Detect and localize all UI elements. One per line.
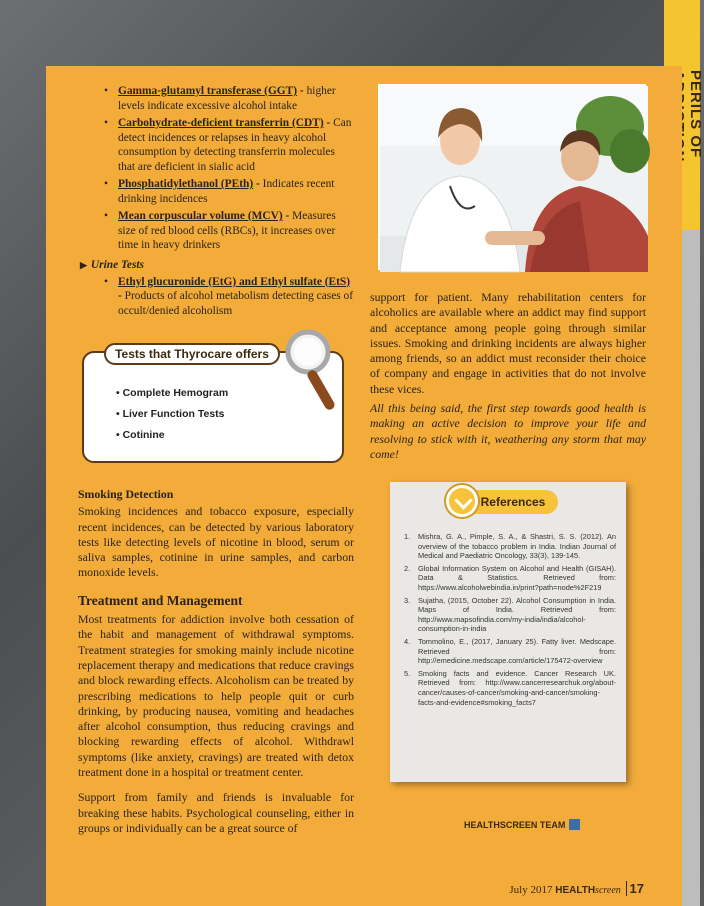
reference-item: Global Information System on Alcohol and Health (GISAH). Data & Statistics. Retrieved from: https://www.alcoholwebindia.in/print?path=node%2F219 bbox=[418, 563, 616, 592]
support-lead-paragraph: Support from family and friends is invaluable for breaking these habits. Psychological counseling, either in groups or individually can be a great source of bbox=[78, 790, 354, 835]
tests-list bbox=[116, 383, 228, 446]
arrow-down-icon bbox=[446, 485, 478, 517]
smoking-paragraph: Smoking incidences and tobacco exposure, especially recent incidences, can be detected by various laboratory tests like detecting levels of nicotine in blood, serum or saliva samples, cotinine in urine samples, and carbon monoxide levels. bbox=[78, 504, 354, 580]
urine-tests-heading: ▶ Urine Tests bbox=[80, 258, 144, 271]
references-title: References bbox=[454, 490, 558, 514]
references-box bbox=[390, 482, 626, 782]
team-logo-icon bbox=[569, 819, 580, 830]
list-item: • Carbohydrate-deficient transferrin (CDT) - Can detect incidences or relapses in heavy alcohol consumption by detecting transferrin molecules that are deficient in sialic acid bbox=[80, 116, 354, 174]
magnifier-icon bbox=[282, 328, 340, 416]
tests-box-title: Tests that Thyrocare offers bbox=[104, 343, 280, 365]
section-tab-label: PERILS OF bbox=[687, 70, 704, 159]
issue-date: July 2017 bbox=[509, 884, 553, 896]
reference-item: Tommolino, E., (2017, January 25). Fatty liver. Medscape. Retrieved from: http://emedicine.medscape.com/article/175472-overview bbox=[418, 636, 616, 666]
reference-item: Smoking facts and evidence. Cancer Research UK. Retrieved from: http://www.cancerresearchuk.org/about-cancer/causes-of-cancer/smoking-and-cancer/smoking-facts-and-evidence#smoking_facts7 bbox=[418, 668, 616, 707]
urine-tests-list bbox=[80, 275, 354, 319]
markers-column bbox=[80, 84, 354, 318]
support-paragraph: support for patient. Many rehabilitation centers for alcoholics are available where an addict may find support and acceptance among people going through similar issues. Smoking and drinking incidents are always higher among friends, so an addict must reconsider their choice of company and engage in activities that do not involve these vices. bbox=[370, 290, 646, 396]
list-item: • Complete Hemogram bbox=[116, 383, 228, 404]
reference-item: Mishra, G. A., Pimple, S. A., & Shastri, S. S. (2012). An overview of the tobacco problem in India. Indian Journal of Medical and Paediatric Oncology, 33(3), 139-145. bbox=[418, 532, 616, 561]
consultation-image bbox=[380, 86, 648, 272]
page-footer bbox=[509, 881, 644, 896]
right-text-column bbox=[370, 290, 646, 466]
list-item: • Gamma-glutamyl transferase (GGT) - higher levels indicate excessive alcohol intake bbox=[80, 84, 354, 113]
list-item: • Ethyl glucuronide (EtG) and Ethyl sulfate (EtS) - Products of alcohol metabolism detecting cases of occult/denied alcoholism bbox=[80, 275, 354, 319]
smoking-heading: Smoking Detection bbox=[78, 487, 174, 501]
author-credit: HEALTHSCREEN TEAM bbox=[464, 819, 580, 830]
page-number: 17 bbox=[626, 881, 644, 896]
doctor-patient-photo bbox=[378, 84, 646, 270]
triangle-right-icon: ▶ bbox=[80, 259, 87, 270]
conclusion-paragraph: All this being said, the first step towards good health is making an active decision to improve your life and resolving to stick with it, weathering any storm that may come! bbox=[370, 401, 646, 461]
treatment-heading: Treatment and Management bbox=[78, 592, 243, 608]
treatment-paragraph: Most treatments for addiction involve both cessation of the habit and management of withdrawal symptoms. Treatment strategies for smoking mainly include nicotine replacement therapy and medications that reduce cravings and block rewarding effects. Alcoholism can be treated by prescribing medications to help people quit or curb drinking, by producing nausea, vomiting and headaches after alcohol consumption, thus reducing cravings and blocking rewarding effects of alcohol. Withdrawl symptoms (like anxiety, cravings) are treated with detox treatment done in a hospital or treatment center. bbox=[78, 612, 354, 780]
list-item: • Cotinine bbox=[116, 425, 228, 446]
reference-item: Sujatha, (2015, October 22). Alcohol Consumption in India. Maps of India. Retrieved from: http://www.mapsofindia.com/my-india/india/alcohol-consumption-in-india bbox=[418, 595, 616, 634]
references-list bbox=[404, 532, 616, 710]
magazine-brand: HEALTHscreen bbox=[555, 885, 621, 896]
lower-left-column bbox=[78, 487, 354, 846]
article-page bbox=[46, 66, 682, 906]
list-item: • Mean corpuscular volume (MCV) - Measures size of red blood cells (RBCs), it increases over time in heavy drinkers bbox=[80, 209, 354, 253]
blood-markers-list bbox=[80, 84, 354, 253]
list-item: • Liver Function Tests bbox=[116, 404, 228, 425]
list-item: • Phosphatidylethanol (PEth) - Indicates recent drinking incidences bbox=[80, 177, 354, 206]
